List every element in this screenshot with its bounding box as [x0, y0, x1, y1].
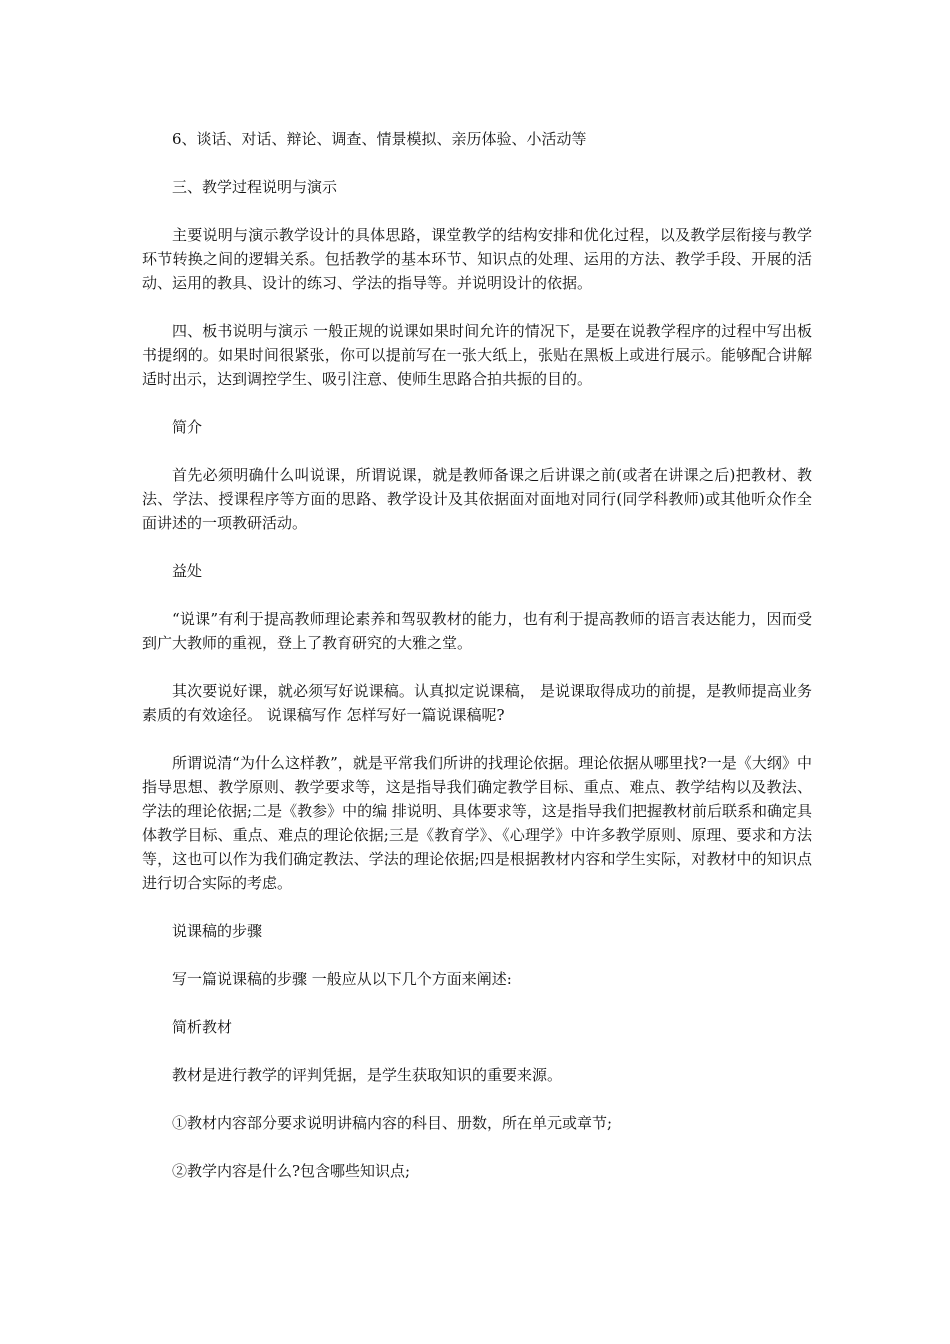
- paragraph-teaching-process: 主要说明与演示教学设计的具体思路，课堂教学的结构安排和优化过程，以及教学层衔接与教学环节转换之间的逻辑关系。包括教学的基本环节、知识点的处理、运用的方法、教学手段、开展的活动、运用的教具、设计的练习、学法的指导等。并说明设计的依据。: [142, 226, 812, 292]
- paragraph-benefits: “说课”有利于提高教师理论素养和驾驭教材的能力，也有利于提高教师的语言表达能力，因而受到广大教师的重视，登上了教育研究的大雅之堂。: [142, 610, 812, 652]
- heading-teaching-process: 三、教学过程说明与演示: [172, 178, 338, 196]
- list-item-1: ①教材内容部分要求说明讲稿内容的科目、册数，所在单元或章节;: [172, 1114, 613, 1132]
- paragraph-writing-draft: 其次要说好课，就必须写好说课稿。认真拟定说课稿， 是说课取得成功的前提，是教师提高业务素质的有效途径。 说课稿写作 怎样写好一篇说课稿呢?: [142, 682, 812, 724]
- heading-benefits: 益处: [172, 562, 203, 580]
- paragraph-theory-basis: 所谓说清“为什么这样教”，就是平常我们所讲的找理论依据。理论依据从哪里找?一是《大纲》中指导思想、教学原则、教学要求等，这是指导我们确定教学目标、重点、难点、教学结构以及教法、学法的理论依据;二是《教参》中的编 排说明、具体要求等，这是指导我们把握教材前后联系和确定具体教学目标、重点、难点的理论依据;三是《教育学》、《心理学》中许多教学原则、原理、要求和方法等，这也可以作为我们确定教法、学法的理论依据;四是根据教材内容和学生实际，对教材中的知识点进行切合实际的考虑。: [142, 754, 812, 892]
- heading-steps: 说课稿的步骤: [172, 922, 263, 940]
- paragraph-material: 教材是进行教学的评判凭据，是学生获取知识的重要来源。: [172, 1066, 563, 1084]
- list-item-2: ②教学内容是什么?包含哪些知识点;: [172, 1162, 411, 1180]
- document-body: [142, 127, 812, 1207]
- paragraph-steps-intro: 写一篇说课稿的步骤 一般应从以下几个方面来阐述:: [172, 970, 512, 988]
- paragraph-introduction: 首先必须明确什么叫说课，所谓说课，就是教师备课之后讲课之前(或者在讲课之后)把教材、教法、学法、授课程序等方面的思路、教学设计及其依据面对面地对同行(同学科教师)或其他听众作全面讲述的一项教研活动。: [142, 466, 812, 532]
- paragraph-activity-types: 6、谈话、对话、辩论、调查、情景模拟、亲历体验、小活动等: [172, 130, 587, 148]
- heading-introduction: 简介: [172, 418, 203, 436]
- paragraph-blackboard: 四、板书说明与演示 一般正规的说课如果时间允许的情况下，是要在说教学程序的过程中写出板书提纲的。如果时间很紧张，你可以提前写在一张大纸上，张贴在黑板上或进行展示。能够配合讲解适时出示，达到调控学生、吸引注意、使师生思路合拍共振的目的。: [142, 322, 812, 388]
- heading-analyze-material: 简析教材: [172, 1018, 233, 1036]
